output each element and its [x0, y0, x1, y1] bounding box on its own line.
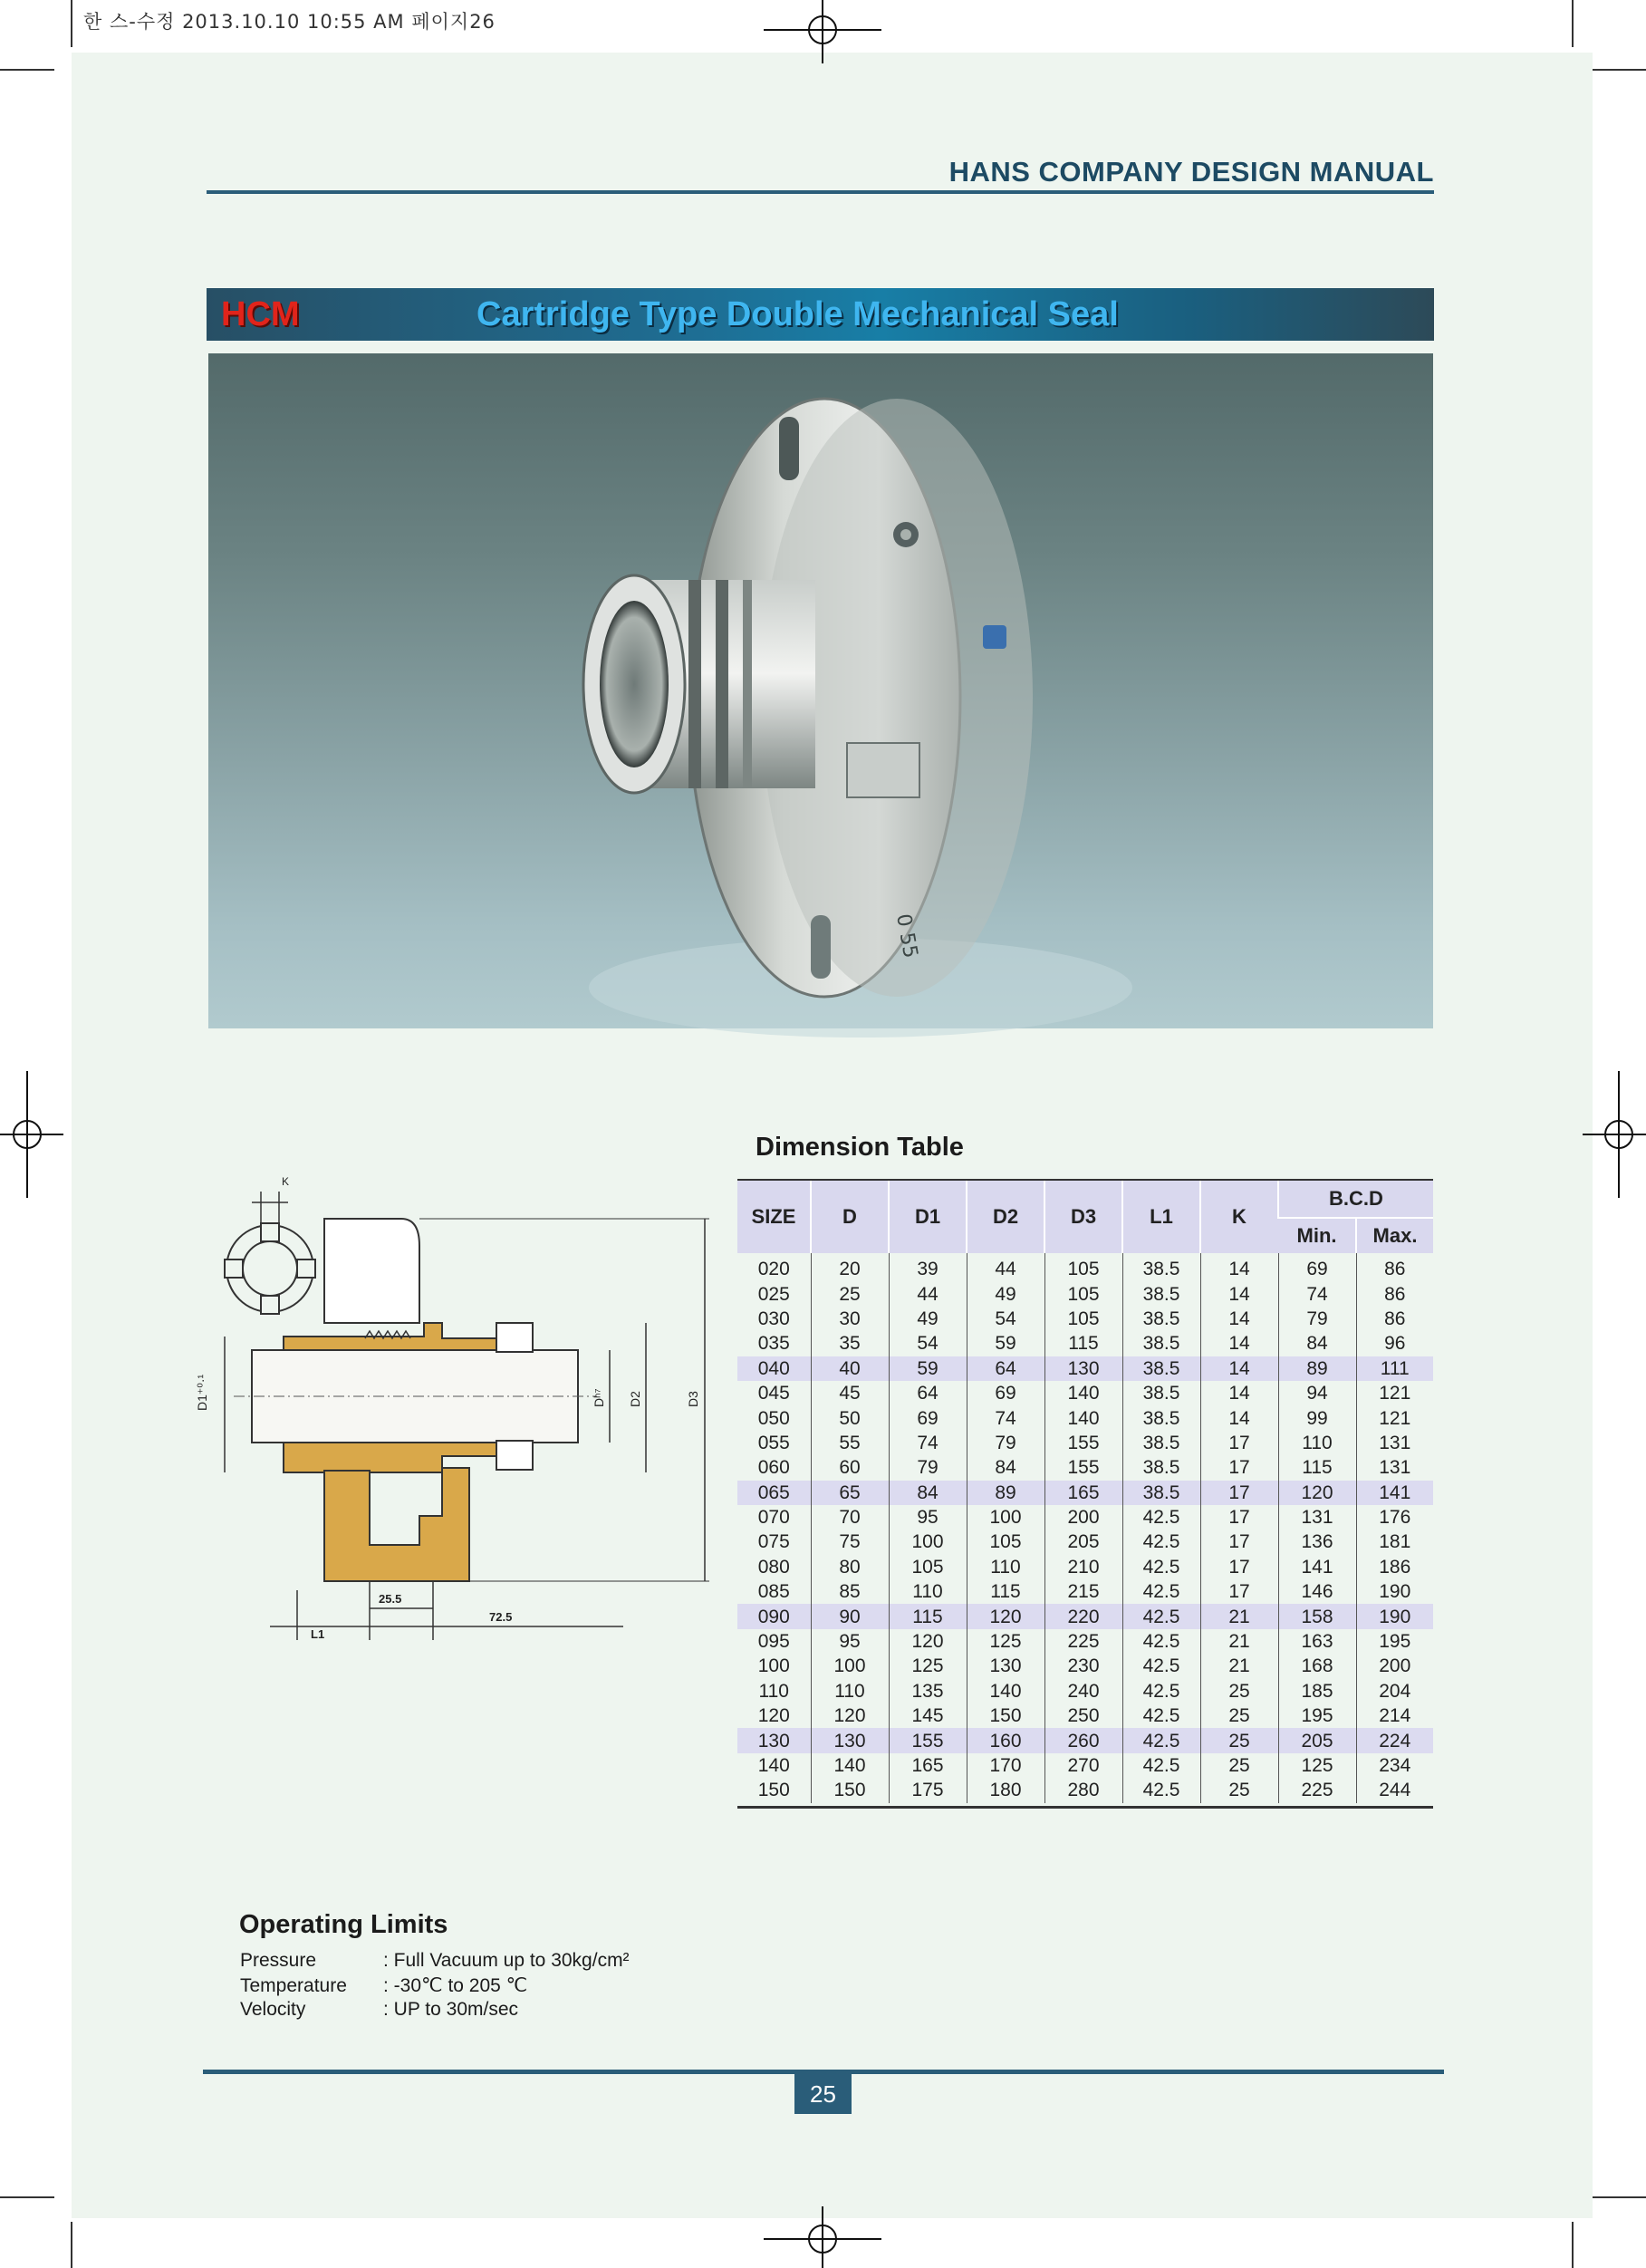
table-row [737, 1431, 1433, 1455]
model-code: HCM [221, 295, 300, 333]
table-cell: 35 [811, 1331, 889, 1356]
table-cell: 42.5 [1122, 1579, 1200, 1604]
label-d: Dʰ⁷ [592, 1388, 606, 1407]
table-cell: 42.5 [1122, 1654, 1200, 1678]
table-cell: 110 [811, 1679, 889, 1703]
table-cell: 125 [1278, 1753, 1356, 1778]
table-cell: 095 [757, 1631, 790, 1653]
table-cell: 89 [967, 1481, 1044, 1505]
dimension-table-title: Dimension Table [756, 1133, 964, 1162]
table-cell: 125 [967, 1629, 1044, 1654]
table-cell: 86 [1356, 1281, 1433, 1306]
registration-mark-icon [1583, 1071, 1646, 1198]
table-cell: 025 [757, 1283, 790, 1305]
table-cell: 230 [1044, 1654, 1122, 1678]
table-cell: 115 [889, 1604, 967, 1628]
table-cell: 44 [967, 1253, 1044, 1281]
table-cell: 42.5 [1122, 1555, 1200, 1579]
table-cell: 140 [757, 1755, 790, 1776]
table-cell: 158 [1278, 1604, 1356, 1628]
table-cell: 55 [811, 1431, 889, 1455]
table-cell: 42.5 [1122, 1778, 1200, 1802]
table-cell: 225 [1278, 1778, 1356, 1802]
operating-limit-row [240, 1974, 527, 1997]
table-row [737, 1356, 1433, 1381]
table-cell: 38.5 [1122, 1431, 1200, 1455]
label-d3: D3 [686, 1391, 700, 1407]
table-cell: 180 [967, 1778, 1044, 1802]
table-cell: 110 [1278, 1431, 1356, 1455]
table-cell: 38.5 [1122, 1281, 1200, 1306]
table-cell: 130 [811, 1728, 889, 1752]
table-cell: 42.5 [1122, 1604, 1200, 1628]
table-cell: 25 [1200, 1703, 1278, 1728]
table-cell: 190 [1356, 1604, 1433, 1628]
column-header: D3 [1044, 1181, 1122, 1253]
table-cell: 141 [1356, 1481, 1433, 1505]
table-cell: 200 [1356, 1654, 1433, 1678]
table-cell: 75 [811, 1530, 889, 1554]
table-cell: 155 [889, 1728, 967, 1752]
table-cell: 140 [1044, 1405, 1122, 1430]
table-cell: 120 [757, 1705, 790, 1727]
table-cell: 40 [811, 1356, 889, 1381]
table-cell: 105 [1044, 1281, 1122, 1306]
table-row [737, 1253, 1433, 1281]
crop-mark [1572, 0, 1574, 47]
table-cell: 38.5 [1122, 1455, 1200, 1480]
table-cell: 84 [889, 1481, 967, 1505]
table-cell: 79 [889, 1455, 967, 1480]
label-k: K [282, 1175, 290, 1188]
table-cell: 130 [737, 1728, 811, 1752]
table-cell: 165 [889, 1753, 967, 1778]
crop-mark [1592, 69, 1646, 71]
table-cell: 38.5 [1122, 1405, 1200, 1430]
column-header: D [811, 1181, 889, 1253]
table-row [737, 1281, 1433, 1306]
table-cell: 045 [757, 1383, 790, 1404]
table-cell: 38.5 [1122, 1307, 1200, 1331]
table-cell: 115 [967, 1579, 1044, 1604]
table-cell: 125 [889, 1654, 967, 1678]
table-cell: 050 [757, 1407, 790, 1429]
table-cell: 185 [1278, 1679, 1356, 1703]
label-d1: D1⁺⁰·¹ [195, 1374, 209, 1411]
table-row [737, 1530, 1433, 1554]
table-cell: 59 [967, 1331, 1044, 1356]
table-cell: 070 [757, 1507, 790, 1529]
table-cell: 42.5 [1122, 1679, 1200, 1703]
table-cell: 70 [811, 1505, 889, 1530]
crop-mark [71, 2222, 72, 2268]
operating-limit-row [240, 1999, 518, 2021]
table-cell: 105 [967, 1530, 1044, 1554]
table-cell: 170 [967, 1753, 1044, 1778]
table-cell: 42.5 [1122, 1728, 1200, 1752]
table-cell: 95 [811, 1629, 889, 1654]
table-row [737, 1405, 1433, 1430]
table-cell: 95 [889, 1505, 967, 1530]
operating-limit-row [240, 1950, 630, 1972]
column-header: K [1200, 1181, 1278, 1253]
table-cell: 14 [1200, 1405, 1278, 1430]
table-cell: 105 [1044, 1253, 1122, 1281]
table-cell: 131 [1278, 1505, 1356, 1530]
table-row [737, 1728, 1433, 1752]
table-cell: 14 [1200, 1331, 1278, 1356]
table-cell: 105 [1044, 1307, 1122, 1331]
table-cell: 84 [1278, 1331, 1356, 1356]
dimension-table [737, 1181, 1433, 1803]
page-number: 25 [794, 2074, 852, 2114]
table-cell: 135 [889, 1679, 967, 1703]
table-cell: 150 [757, 1780, 790, 1801]
column-header: D1 [889, 1181, 967, 1253]
table-cell: 94 [1278, 1381, 1356, 1405]
table-cell: 69 [889, 1405, 967, 1430]
table-cell: 84 [967, 1455, 1044, 1480]
table-cell: 121 [1356, 1405, 1433, 1430]
table-cell: 055 [757, 1432, 790, 1453]
registration-mark-icon [759, 2206, 886, 2268]
column-header: Min. [1278, 1218, 1356, 1253]
header-rule [207, 190, 1434, 194]
product-title: Cartridge Type Double Mechanical Seal [476, 295, 1119, 333]
limit-label: Velocity [240, 1999, 306, 2020]
table-cell: 244 [1356, 1778, 1433, 1802]
table-cell: 17 [1200, 1530, 1278, 1554]
table-cell: 64 [967, 1356, 1044, 1381]
table-row [737, 1579, 1433, 1604]
table-cell: 21 [1200, 1629, 1278, 1654]
table-cell: 234 [1356, 1753, 1433, 1778]
column-header: L1 [1122, 1181, 1200, 1253]
table-cell: 38.5 [1122, 1381, 1200, 1405]
table-cell: 141 [1278, 1555, 1356, 1579]
table-cell: 131 [1356, 1431, 1433, 1455]
table-row [737, 1307, 1433, 1331]
table-row [737, 1555, 1433, 1579]
table-cell: 131 [1356, 1455, 1433, 1480]
table-cell: 120 [967, 1604, 1044, 1628]
table-cell: 74 [967, 1405, 1044, 1430]
label-d2: D2 [628, 1391, 642, 1407]
table-cell: 38.5 [1122, 1481, 1200, 1505]
table-cell: 225 [1044, 1629, 1122, 1654]
cross-section-diagram [197, 1164, 723, 1654]
table-cell: 96 [1356, 1331, 1433, 1356]
limit-value: : -30℃ to 205 ℃ [383, 1975, 528, 1996]
column-header: SIZE [737, 1181, 811, 1253]
table-cell: 49 [967, 1281, 1044, 1306]
crop-mark [1572, 2222, 1574, 2268]
table-cell: 54 [889, 1331, 967, 1356]
label-l1: L1 [311, 1627, 325, 1641]
table-cell: 110 [967, 1555, 1044, 1579]
table-row [737, 1703, 1433, 1728]
table-cell: 111 [1356, 1356, 1433, 1381]
table-cell: 20 [811, 1253, 889, 1281]
table-cell: 42.5 [1122, 1530, 1200, 1554]
table-cell: 25 [1200, 1753, 1278, 1778]
table-row [737, 1381, 1433, 1405]
table-cell: 100 [811, 1654, 889, 1678]
table-cell: 120 [889, 1629, 967, 1654]
table-cell: 186 [1356, 1555, 1433, 1579]
table-cell: 205 [1044, 1530, 1122, 1554]
table-cell: 80 [811, 1555, 889, 1579]
table-cell: 176 [1356, 1505, 1433, 1530]
table-cell: 79 [1278, 1307, 1356, 1331]
title-banner [207, 288, 1434, 341]
table-row [737, 1753, 1433, 1778]
manual-title: HANS COMPANY DESIGN MANUAL [948, 156, 1434, 188]
table-cell: 150 [811, 1778, 889, 1802]
table-cell: 240 [1044, 1679, 1122, 1703]
column-header: Max. [1356, 1218, 1433, 1253]
table-cell: 17 [1200, 1555, 1278, 1579]
table-row [737, 1679, 1433, 1703]
table-cell: 39 [889, 1253, 967, 1281]
product-photo [208, 353, 1433, 1028]
table-cell: 130 [1044, 1356, 1122, 1381]
table-cell: 175 [889, 1778, 967, 1802]
table-cell: 210 [1044, 1555, 1122, 1579]
table-bottom-rule [737, 1806, 1433, 1809]
limit-value: : Full Vacuum up to 30kg/cm² [383, 1950, 630, 1971]
table-cell: 163 [1278, 1629, 1356, 1654]
table-cell: 42.5 [1122, 1703, 1200, 1728]
table-cell: 65 [811, 1481, 889, 1505]
table-cell: 065 [737, 1481, 811, 1505]
table-row [737, 1604, 1433, 1628]
table-cell: 115 [1044, 1331, 1122, 1356]
table-cell: 86 [1356, 1307, 1433, 1331]
table-row [737, 1778, 1433, 1802]
table-row [737, 1505, 1433, 1530]
registration-mark-icon [0, 1071, 63, 1198]
table-cell: 21 [1200, 1604, 1278, 1628]
table-cell: 25 [1200, 1778, 1278, 1802]
table-cell: 270 [1044, 1753, 1122, 1778]
table-cell: 38.5 [1122, 1356, 1200, 1381]
limit-label: Temperature [240, 1975, 347, 1996]
table-cell: 168 [1278, 1654, 1356, 1678]
table-cell: 214 [1356, 1703, 1433, 1728]
table-cell: 17 [1200, 1431, 1278, 1455]
table-cell: 181 [1356, 1530, 1433, 1554]
table-cell: 150 [967, 1703, 1044, 1728]
print-slug: 한 스-수정 2013.10.10 10:55 AM 페이지26 [83, 11, 496, 33]
table-cell: 60 [811, 1455, 889, 1480]
table-cell: 120 [1278, 1481, 1356, 1505]
table-cell: 21 [1200, 1654, 1278, 1678]
limit-label: Pressure [240, 1950, 317, 1971]
table-cell: 14 [1200, 1281, 1278, 1306]
table-cell: 17 [1200, 1579, 1278, 1604]
table-cell: 204 [1356, 1679, 1433, 1703]
label-dim-25-5: 25.5 [379, 1592, 402, 1606]
table-cell: 100 [757, 1655, 790, 1677]
table-cell: 165 [1044, 1481, 1122, 1505]
table-cell: 200 [1044, 1505, 1122, 1530]
table-cell: 155 [1044, 1431, 1122, 1455]
table-row [737, 1654, 1433, 1678]
limit-value: : UP to 30m/sec [383, 1999, 519, 2020]
table-cell: 85 [811, 1579, 889, 1604]
table-cell: 25 [1200, 1679, 1278, 1703]
table-cell: 17 [1200, 1455, 1278, 1480]
table-cell: 42.5 [1122, 1753, 1200, 1778]
table-cell: 50 [811, 1405, 889, 1430]
column-header: D2 [967, 1181, 1044, 1253]
table-cell: 115 [1278, 1455, 1356, 1480]
table-cell: 30 [811, 1307, 889, 1331]
label-dim-72-5: 72.5 [489, 1610, 513, 1624]
table-cell: 74 [889, 1431, 967, 1455]
registration-mark-icon [759, 0, 886, 63]
table-cell: 080 [757, 1556, 790, 1578]
table-cell: 25 [811, 1281, 889, 1306]
table-cell: 215 [1044, 1579, 1122, 1604]
table-cell: 250 [1044, 1703, 1122, 1728]
flange-engraving: 0 55 [891, 912, 922, 960]
crop-mark [1592, 2196, 1646, 2198]
table-cell: 14 [1200, 1381, 1278, 1405]
table-cell: 86 [1356, 1253, 1433, 1281]
table-cell: 060 [757, 1457, 790, 1479]
table-cell: 25 [1200, 1728, 1278, 1752]
table-cell: 54 [967, 1307, 1044, 1331]
table-cell: 035 [757, 1333, 790, 1355]
table-cell: 085 [757, 1581, 790, 1603]
table-cell: 64 [889, 1381, 967, 1405]
table-cell: 38.5 [1122, 1253, 1200, 1281]
table-cell: 130 [967, 1654, 1044, 1678]
table-cell: 160 [967, 1728, 1044, 1752]
table-cell: 89 [1278, 1356, 1356, 1381]
table-row [737, 1481, 1433, 1505]
table-cell: 140 [967, 1679, 1044, 1703]
table-cell: 121 [1356, 1381, 1433, 1405]
table-row [737, 1629, 1433, 1654]
table-cell: 110 [758, 1680, 789, 1702]
crop-mark [71, 0, 72, 47]
table-cell: 44 [889, 1281, 967, 1306]
table-cell: 110 [889, 1579, 967, 1604]
table-cell: 38.5 [1122, 1331, 1200, 1356]
column-header-group: B.C.D [1278, 1181, 1433, 1218]
table-cell: 100 [889, 1530, 967, 1554]
table-cell: 260 [1044, 1728, 1122, 1752]
table-cell: 075 [757, 1531, 790, 1553]
table-cell: 42.5 [1122, 1629, 1200, 1654]
table-cell: 45 [811, 1381, 889, 1405]
table-cell: 14 [1200, 1253, 1278, 1281]
table-cell: 190 [1356, 1579, 1433, 1604]
table-cell: 145 [889, 1703, 967, 1728]
crop-mark [0, 2196, 54, 2198]
table-cell: 030 [757, 1308, 790, 1329]
table-cell: 90 [811, 1604, 889, 1628]
table-cell: 69 [967, 1381, 1044, 1405]
table-cell: 105 [889, 1555, 967, 1579]
table-cell: 100 [967, 1505, 1044, 1530]
table-cell: 090 [737, 1604, 811, 1628]
table-cell: 69 [1278, 1253, 1356, 1281]
table-cell: 17 [1200, 1505, 1278, 1530]
table-cell: 205 [1278, 1728, 1356, 1752]
table-cell: 020 [757, 1259, 790, 1280]
table-cell: 42.5 [1122, 1505, 1200, 1530]
table-cell: 79 [967, 1431, 1044, 1455]
table-row [737, 1331, 1433, 1356]
operating-limits-title: Operating Limits [239, 1910, 448, 1939]
table-cell: 14 [1200, 1307, 1278, 1331]
table-cell: 195 [1278, 1703, 1356, 1728]
table-cell: 14 [1200, 1356, 1278, 1381]
table-cell: 17 [1200, 1481, 1278, 1505]
table-cell: 140 [811, 1753, 889, 1778]
table-cell: 74 [1278, 1281, 1356, 1306]
table-cell: 120 [811, 1703, 889, 1728]
table-cell: 146 [1278, 1579, 1356, 1604]
table-cell: 49 [889, 1307, 967, 1331]
table-cell: 224 [1356, 1728, 1433, 1752]
table-cell: 99 [1278, 1405, 1356, 1430]
table-cell: 220 [1044, 1604, 1122, 1628]
table-row [737, 1455, 1433, 1480]
crop-mark [0, 69, 54, 71]
table-cell: 155 [1044, 1455, 1122, 1480]
table-cell: 59 [889, 1356, 967, 1381]
table-cell: 140 [1044, 1381, 1122, 1405]
table-cell: 040 [737, 1356, 811, 1381]
table-cell: 136 [1278, 1530, 1356, 1554]
table-cell: 195 [1356, 1629, 1433, 1654]
table-cell: 280 [1044, 1778, 1122, 1802]
